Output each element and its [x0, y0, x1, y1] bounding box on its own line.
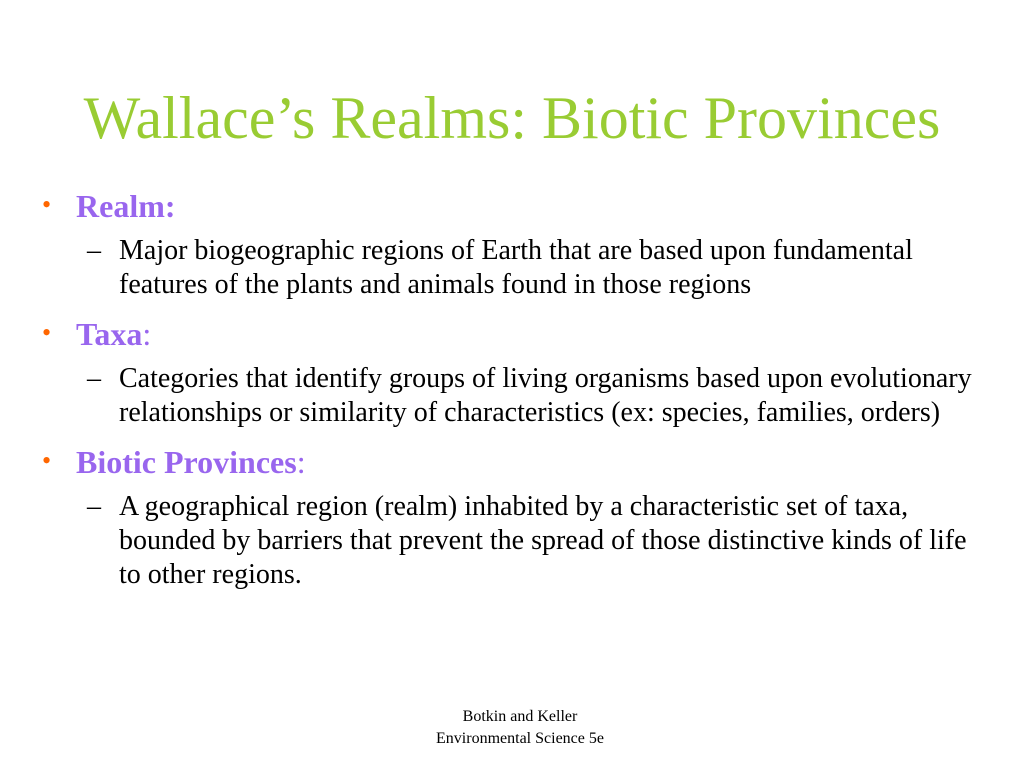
dash-marker: – — [87, 491, 101, 522]
slide-footer — [390, 706, 650, 750]
slide-title: Wallace’s Realms: Biotic Provinces — [83, 85, 941, 151]
definition-biotic-provinces: A geographical region (realm) inhabited by a characteristic set of taxa, bounded by barriers that prevent the spread of those distinctive kinds of life to other regions. — [119, 491, 967, 590]
term-suffix: : — [296, 444, 306, 480]
definition-item-realm — [77, 234, 982, 302]
dash-marker: – — [87, 235, 101, 266]
bullet-marker: • — [42, 190, 52, 219]
bullet-item-biotic-provinces — [42, 442, 982, 482]
bullet-marker: • — [42, 318, 52, 347]
bullet-item-realm — [42, 186, 982, 226]
term-taxa: Taxa — [76, 316, 143, 352]
bullet-item-taxa — [42, 314, 982, 354]
footer-authors: Botkin and Keller — [462, 708, 578, 725]
definition-taxa: Categories that identify groups of living organisms based upon evolutionary relationships or similarity of characteristics (ex: species, families, orders) — [119, 363, 972, 428]
term-realm: Realm: — [76, 188, 176, 224]
term-suffix: : — [142, 316, 152, 352]
dash-marker: – — [87, 363, 101, 394]
term-biotic-provinces: Biotic Provinces — [76, 444, 297, 480]
definition-item-biotic-provinces — [77, 490, 982, 592]
definition-realm: Major biogeographic regions of Earth that are based upon fundamental features of the plants and animals found in those regions — [119, 235, 913, 300]
bullet-marker: • — [42, 446, 52, 475]
definition-item-taxa — [77, 362, 982, 430]
slide-content — [42, 186, 982, 604]
footer-book-title: Environmental Science 5e — [436, 730, 604, 747]
